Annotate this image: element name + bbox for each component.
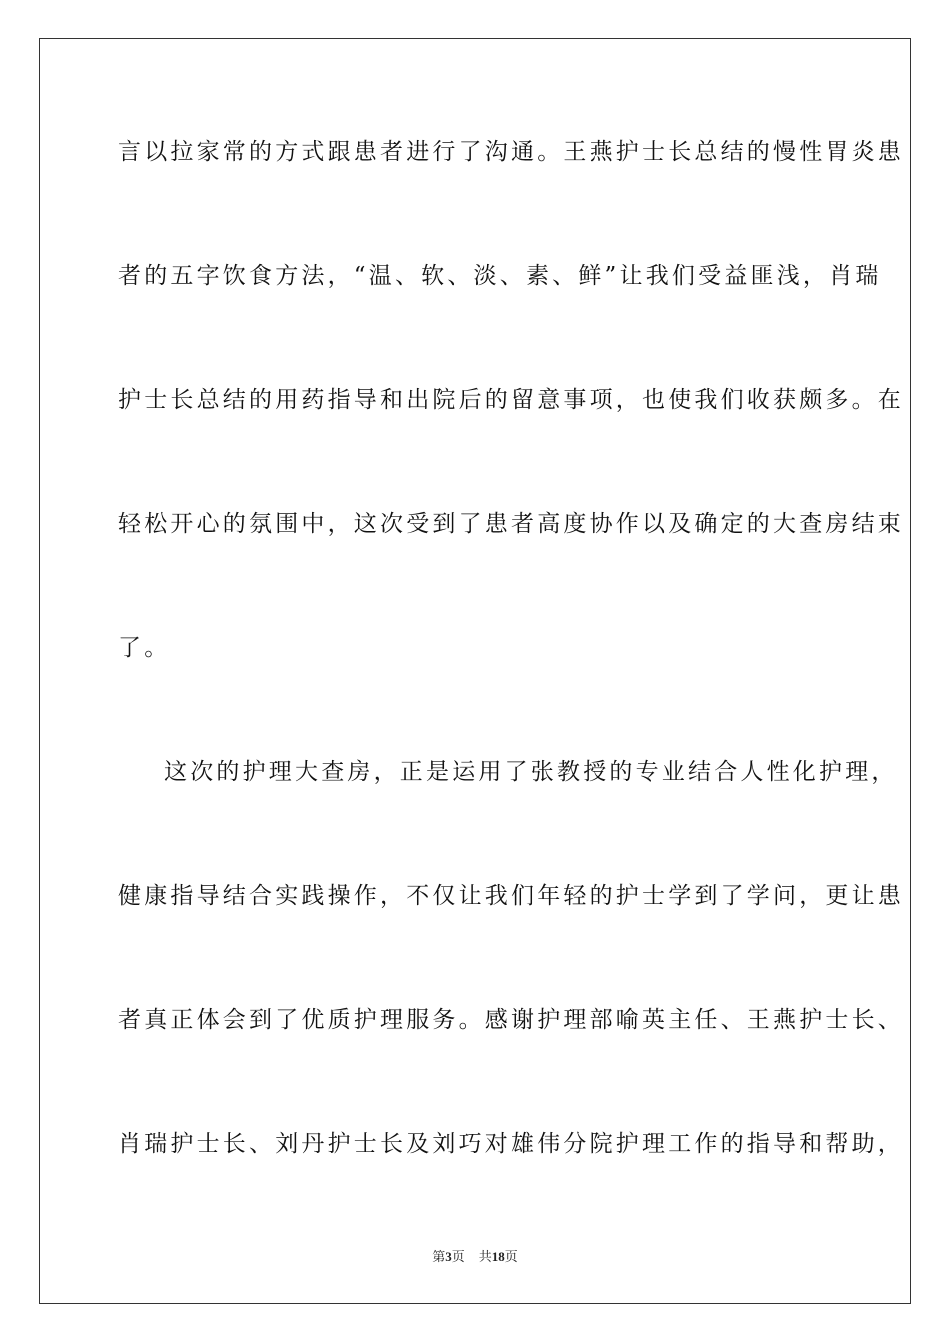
page-frame	[39, 38, 911, 1304]
body-text-line: 轻松开心的氛围中，这次受到了患者高度协作以及确定的大查房结束	[118, 511, 904, 537]
body-text-line: 言以拉家常的方式跟患者进行了沟通。王燕护士长总结的慢性胃炎患	[118, 139, 904, 165]
body-text-line: 者真正体会到了优质护理服务。感谢护理部喻英主任、王燕护士长、	[118, 1007, 904, 1033]
body-text-line: 者的五字饮食方法，“温、软、淡、素、鲜”让我们受益匪浅，肖瑞	[118, 263, 882, 289]
body-text-line: 肖瑞护士长、刘丹护士长及刘巧对雄伟分院护理工作的指导和帮助，	[118, 1131, 904, 1157]
page-footer	[0, 1248, 950, 1267]
total-pages: 18	[491, 1249, 505, 1264]
paragraph-first-line: 这次的护理大查房，正是运用了张教授的专业结合人性化护理，	[164, 759, 898, 785]
page-prefix: 第	[432, 1250, 446, 1265]
total-suffix: 页	[504, 1250, 518, 1265]
page-suffix: 页	[451, 1250, 465, 1265]
total-prefix: 共	[478, 1250, 492, 1265]
body-text-line: 健康指导结合实践操作，不仅让我们年轻的护士学到了学问，更让患	[118, 883, 904, 909]
page-number: 3	[445, 1249, 452, 1264]
body-text-line: 护士长总结的用药指导和出院后的留意事项，也使我们收获颇多。在	[118, 387, 904, 413]
body-text-line: 了。	[118, 635, 171, 661]
